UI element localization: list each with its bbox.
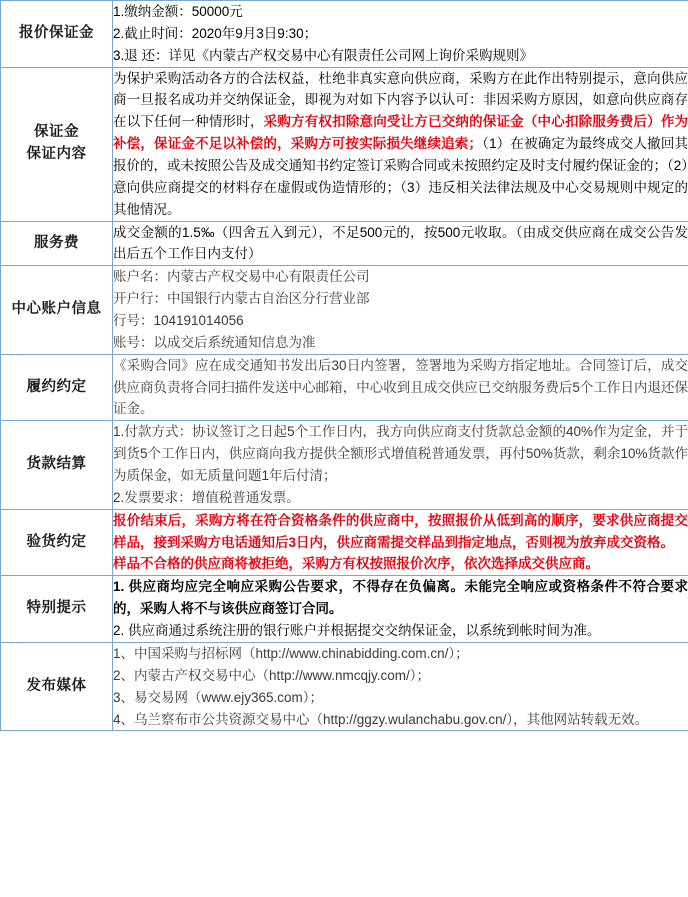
content-line: 《采购合同》应在成交通知书发出后30日内签署，签署地为采购方指定地址。合同签订后，成交供应商负责将合同扫描件发送中心邮箱，中心收到且成交供应已交纳服务费后5个工作日内退还保证金。	[113, 357, 688, 417]
content-segment: 2. 供应商通过系统注册的银行账户并根据提交交纳保证金，以系统到帐时间为准。	[113, 623, 601, 639]
content-line: 成交金额的1.5‰（四舍五入到元），不足500元的，按500元收取。（由成交供应商在成交公告发出后五个工作日内支付）	[113, 224, 688, 262]
row-label-special-notice: 特别提示	[1, 576, 113, 643]
table-row	[1, 509, 688, 576]
row-label-bid-deposit: 报价保证金	[1, 1, 113, 68]
table-row	[1, 1, 688, 68]
content-line: 3.退 还：详见《内蒙古产权交易中心有限责任公司网上询价采购规则》	[113, 47, 534, 63]
content-line: 1.缴纳金额：50000元	[113, 4, 243, 19]
row-content-special-notice	[113, 576, 688, 643]
row-content-payment	[113, 421, 688, 509]
content-segment-highlight: 报价结束后，采购方将在符合资格条件的供应商中，按照报价从低到高的顺序，要求供应商提交样品，接到采购方电话通知后3日内，供应商需提交样品到指定地点，否则视为放弃成交资格。	[113, 512, 688, 550]
label-line: 保证金	[34, 124, 79, 141]
content-line: 2.截止时间：2020年9月3日9:30；	[113, 25, 318, 41]
table-row	[1, 421, 688, 509]
row-content-publication-media	[113, 642, 688, 730]
row-label-service-fee: 服务费	[1, 221, 113, 266]
table-row	[1, 576, 688, 643]
content-line: 4、乌兰察布市公共资源交易中心（http://ggzy.wulanchabu.gov.cn/），其他网站转载无效。	[113, 711, 649, 727]
row-label-deposit-terms	[1, 67, 113, 221]
content-line: 账号：以成交后系统通知信息为准	[113, 334, 316, 350]
row-content-performance	[113, 354, 688, 421]
content-line: 2.发票要求：增值税普通发票。	[113, 489, 300, 505]
label-line: 保证内容	[26, 146, 87, 163]
row-content-center-account	[113, 266, 688, 354]
row-content-inspection	[113, 509, 688, 576]
table-row	[1, 221, 688, 266]
table-row	[1, 642, 688, 730]
content-segment-highlight: 采购方有权扣除意向受让方已交纳的保证金（中心扣除服务费后）作为补偿，保证金不足以补偿的，采购方可按实际损失继续追索；	[113, 114, 688, 152]
content-line: 1.付款方式：协议签订之日起5个工作日内，我方向供应商支付货款总金额的40%作为定金，并于到货5个工作日内，供应商向我方提供全额形式增值税普通发票，再付50%货款，剩余10%货款作为质保金，如无质量问题1年后付清；	[113, 424, 688, 484]
content-line: 3、易交易网（www.ejy365.com）；	[113, 689, 324, 705]
content-segment: 为保护采购活动各方的合法权益，杜绝非真实意向供应商，采购方在此作出特别提示，意向供应商一旦报名成功并交纳保证金，即视为对如下内容予以认可：非因采购方原因，如意向供应商存在以下任何一种情形时，	[113, 70, 688, 130]
row-content-deposit-terms	[113, 67, 688, 221]
content-line: 1、中国采购与招标网（http://www.chinabidding.com.cn/）；	[113, 645, 469, 661]
row-content-service-fee	[113, 221, 688, 266]
row-label-performance: 履约约定	[1, 354, 113, 421]
content-segment: （1）在被确定为最终成交人撤回其报价的，或未按照公告及成交通知书约定签订采购合同或未按照约定及时支付履约保证金的；（2）意向供应商提交的材料存在虚假或伪造情形的；（3）违反相关法律法规及中心交易规则中规定的其他情况。	[113, 136, 688, 217]
content-segment: 1. 供应商均应完全响应采购公告要求，不得存在负偏离。未能完全响应或资格条件不符合要求的，采购人将不与该供应商签订合同。	[113, 579, 688, 617]
content-segment-highlight: 样品不合格的供应商将被拒绝，采购方有权按照报价次序，依次选择成交供应商。	[113, 556, 599, 572]
table-row	[1, 354, 688, 421]
table-row	[1, 266, 688, 354]
row-label-payment: 货款结算	[1, 421, 113, 509]
content-line: 开户行：中国银行内蒙古自治区分行营业部	[113, 291, 370, 307]
row-content-bid-deposit	[113, 1, 688, 68]
content-line: 行号：104191014056	[113, 313, 244, 329]
row-label-center-account: 中心账户信息	[1, 266, 113, 354]
table-row	[1, 67, 688, 221]
content-line: 2、内蒙古产权交易中心（http://www.nmcqjy.com/）；	[113, 667, 431, 683]
row-label-inspection: 验货约定	[1, 509, 113, 576]
content-line: 账户名：内蒙古产权交易中心有限责任公司	[113, 269, 370, 285]
row-label-publication-media: 发布媒体	[1, 642, 113, 730]
